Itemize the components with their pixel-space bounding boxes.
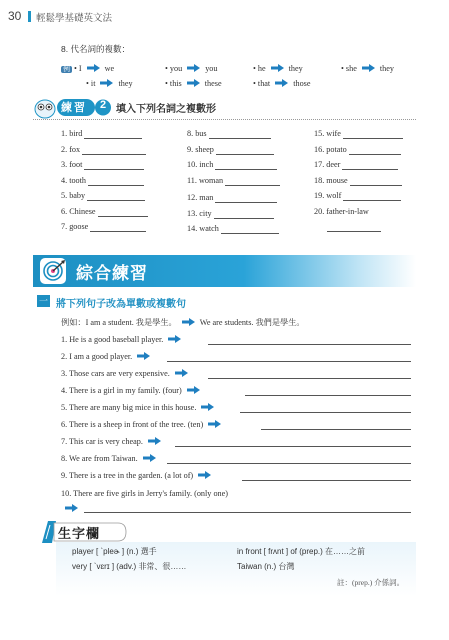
practice-item: 20. father-in-law — [314, 206, 369, 216]
answer-blank[interactable] — [87, 191, 145, 201]
answer-blank[interactable] — [343, 191, 401, 201]
review-title: 綜合練習 — [76, 264, 148, 283]
example-badge: 例 — [63, 66, 70, 73]
arrow-icon — [275, 79, 288, 87]
practice-item: 7. goose — [61, 222, 148, 238]
exercise-item: 1. He is a good baseball player. — [61, 335, 186, 345]
practice-item — [314, 222, 403, 238]
arrow-icon — [182, 318, 195, 326]
exercise-item: 4. There is a girl in my family. (four) — [61, 386, 205, 396]
answer-blank[interactable] — [350, 176, 402, 186]
arrow-icon — [208, 420, 221, 428]
practice-item: 17. deer — [314, 160, 403, 176]
vocab-title: 生字欄 — [58, 526, 101, 541]
practice-item: 15. wife — [314, 129, 403, 145]
arrow-icon — [175, 369, 188, 377]
practice-item: 8. bus — [187, 129, 280, 145]
answer-blank[interactable] — [214, 209, 274, 219]
answer-line[interactable] — [245, 395, 411, 396]
practice-item: 13. city — [187, 209, 280, 225]
practice-item: 2. fox — [61, 145, 148, 161]
pronoun-pair: • this these — [165, 79, 222, 88]
arrow-icon — [187, 386, 200, 394]
answer-line[interactable] — [240, 412, 411, 413]
practice-number: 2 — [100, 99, 107, 111]
exercise-item: 10. There are five girls in Jerry's family. (only one) — [61, 489, 228, 498]
answer-line[interactable] — [175, 446, 411, 447]
practice-item: 11. woman — [187, 176, 280, 192]
answer-blank[interactable] — [84, 129, 142, 139]
arrow-icon — [100, 79, 113, 87]
answer-blank[interactable] — [349, 145, 401, 155]
section-number-badge: 一 — [38, 296, 48, 306]
answer-line[interactable] — [208, 344, 411, 345]
answer-blank[interactable] — [215, 160, 277, 170]
practice-item: 3. foot — [61, 160, 148, 176]
running-title: 輕鬆學基礎英文法 — [36, 13, 113, 24]
practice-column-2 — [187, 129, 280, 240]
answer-blank[interactable] — [82, 145, 146, 155]
answer-line[interactable] — [84, 512, 411, 513]
page-number: 30 — [8, 9, 22, 23]
arrow-icon — [143, 454, 156, 462]
exercise-item: 5. There are many big mice in this house. — [61, 403, 219, 413]
pronoun-pair: • it they — [86, 79, 133, 88]
exercise-item: 2. I am a good player. — [61, 352, 155, 362]
arrow-icon — [87, 64, 100, 72]
exercise-item: 9. There is a tree in the garden. (a lot of) — [61, 471, 216, 481]
exercise-item: 3. Those cars are very expensive. — [61, 369, 193, 379]
answer-blank[interactable] — [215, 193, 277, 203]
answer-blank[interactable] — [342, 160, 398, 170]
practice-item: 1. bird — [61, 129, 148, 145]
practice-item: 12. man — [187, 191, 280, 209]
vocab-entry: very [ ˋvɛrɪ ] (adv.) 非常、很…… — [72, 562, 187, 571]
exercise-item: 8. We are from Taiwan. — [61, 454, 161, 464]
section-8-title: 8. 代名詞的複數： — [61, 44, 130, 54]
practice-title: 填入下列名詞之複數形 — [116, 104, 216, 115]
practice-item: 10. inch — [187, 160, 280, 176]
answer-blank[interactable] — [88, 176, 144, 186]
vocab-note: 註：(prep.) 介係詞。 — [337, 578, 405, 587]
practice-item: 4. tooth — [61, 176, 148, 192]
exercise-item: 6. There is a sheep in front of the tree. (ten) — [61, 420, 226, 430]
divider — [33, 119, 416, 120]
arrow-icon — [65, 504, 78, 512]
pronoun-pair: • she they — [341, 64, 394, 73]
answer-blank[interactable] — [225, 176, 280, 186]
answer-line[interactable] — [208, 378, 411, 379]
exercise-item: 7. This car is very cheap. — [61, 437, 166, 447]
practice-column-3 — [314, 129, 403, 238]
practice-label: 練習 — [61, 102, 87, 114]
answer-blank[interactable] — [327, 222, 381, 232]
answer-line[interactable] — [242, 480, 411, 481]
answer-line[interactable] — [167, 463, 411, 464]
answer-line[interactable] — [261, 429, 411, 430]
arrow-icon — [137, 352, 150, 360]
pronoun-pair: • you you — [165, 64, 218, 73]
answer-blank[interactable] — [90, 222, 146, 232]
vocab-entry: Taiwan (n.) 台灣 — [237, 562, 295, 571]
arrow-icon — [187, 64, 200, 72]
header-separator — [28, 11, 31, 22]
answer-blank[interactable] — [209, 129, 271, 139]
answer-blank[interactable] — [98, 207, 148, 217]
arrow-icon — [201, 403, 214, 411]
pronoun-pair: 例 • I we — [63, 64, 115, 73]
arrow-icon — [271, 64, 284, 72]
vocab-entry: in front [ frʌnt ] of (prep.) 在……之前 — [237, 547, 366, 556]
arrow-icon — [198, 471, 211, 479]
practice-item: 16. potato — [314, 145, 403, 161]
answer-line[interactable] — [167, 361, 411, 362]
practice-item: 5. baby — [61, 191, 148, 207]
practice-item: 18. mouse — [314, 176, 403, 192]
practice-item: 9. sheep — [187, 145, 280, 161]
practice-item: 14. watch — [187, 224, 280, 240]
pronoun-pair: • that those — [253, 79, 311, 88]
arrow-icon — [168, 335, 181, 343]
target-icon — [38, 256, 68, 286]
answer-blank[interactable] — [84, 160, 144, 170]
arrow-icon — [362, 64, 375, 72]
arrow-icon — [148, 437, 161, 445]
practice-item: 6. Chinese — [61, 207, 148, 223]
section-title: 將下列句子改為單數或複數句 — [56, 299, 186, 310]
arrow-icon — [187, 79, 200, 87]
practice-column-1 — [61, 129, 148, 238]
answer-blank[interactable] — [221, 224, 279, 234]
example-line: 例如：I am a student. 我是學生。 We are students. 我們是學生。 — [61, 318, 305, 327]
practice-item: 19. wolf — [314, 191, 403, 207]
answer-blank[interactable] — [343, 129, 403, 139]
pronoun-pair: • he they — [253, 64, 303, 73]
answer-blank[interactable] — [216, 145, 274, 155]
vocab-entry: player [ ˋpleɚ ] (n.) 選手 — [72, 547, 157, 556]
